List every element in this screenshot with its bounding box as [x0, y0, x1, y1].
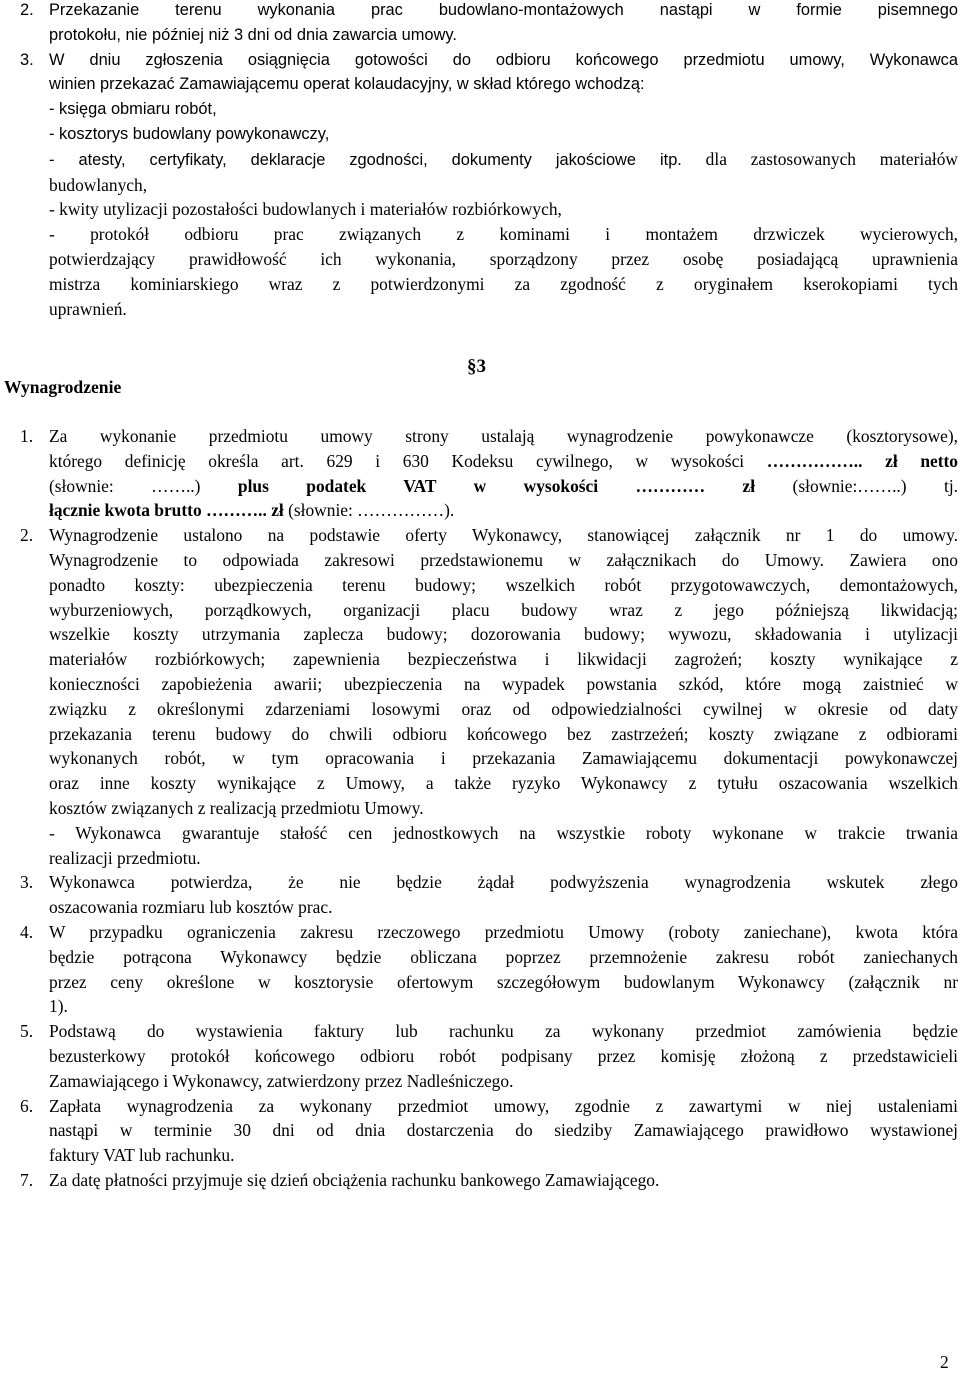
list-number: 5.	[20, 1021, 34, 1042]
list-item-text: budowlanych,	[49, 174, 148, 195]
list-number: 3.	[20, 872, 34, 893]
list-number: 1.	[20, 426, 34, 446]
list-item-3	[0, 870, 958, 920]
list-item-text: - kwity utylizacji pozostałości budowlanych i materiałów rozbiórkowych,	[49, 199, 562, 220]
list-item-text: faktury VAT lub rachunku.	[49, 1145, 235, 1166]
list-item-text: 1).	[49, 996, 68, 1017]
list-item-text: nastąpi w terminie 30 dni od dnia dostarczenia do siedziby Zamawiającego prawidłowo wystawionej	[49, 1120, 958, 1141]
list-item-text: wykonanych robót, w tym opracowania i przekazania Zamawiającemu dokumentacji powykonawczej	[49, 748, 958, 769]
list-item-6	[0, 1094, 958, 1168]
list-item-text: Za wykonanie przedmiotu umowy strony ustalają wynagrodzenie powykonawcze (kosztorysowe),	[49, 426, 958, 446]
list-item-text: Zamawiającego i Wykonawcy, zatwierdzony przez Nadleśniczego.	[49, 1070, 514, 1091]
list-item-text: przekazania terenu budowy do chwili odbioru końcowego bez zastrzeżeń; koszty związane z odbiorami	[49, 723, 958, 744]
list-item-text: Zapłata wynagrodzenia za wykonany przedmiot umowy, zgodnie z zawartymi w niej ustaleniami	[49, 1095, 958, 1116]
list-item-text: oraz inne koszty wynikające z Umowy, a także ryzyko Wykonawcy z tytułu oszacowania wszelkich	[49, 773, 958, 794]
section-title: Wynagrodzenie	[4, 377, 122, 397]
list-item-text-sans: - atesty, certyfikaty, deklaracje zgodności, dokumenty jakościowe itp.	[49, 150, 682, 169]
list-item-text	[49, 474, 958, 499]
list-item-text: bezusterkowy protokół końcowego odbioru robót podpisany przez komisję złożoną z przedstawicieli	[49, 1045, 958, 1066]
page-number: 2	[940, 1352, 949, 1372]
list-item-text: wszelkie koszty utrzymania zaplecza budowy; dozorowania budowy; wywozu, składowania i utylizacji	[49, 624, 958, 645]
list-item-4	[0, 920, 958, 1019]
list-item-text: mistrza kominiarskiego wraz z potwierdzonymi za zgodność z oryginałem kserokopiami tych	[49, 273, 958, 294]
paragraph-mark: §3	[467, 356, 486, 377]
list-item-text: oszacowania rozmiaru lub kosztów prac.	[49, 897, 333, 918]
list-item-text: kosztów związanych z realizacją przedmiotu Umowy.	[49, 797, 424, 818]
list-number: 6.	[20, 1095, 34, 1116]
list-item-text: wyburzeniowych, porządkowych, organizacji placu budowy wraz z jego późniejszą likwidacją;	[49, 599, 958, 620]
list-item-text: Wykonawca potwierdza, że nie będzie żądał podwyższenia wynagrodzenia wskutek złego	[49, 872, 958, 893]
list-number: 2.	[20, 525, 34, 546]
list-number: 2.	[20, 1, 34, 19]
list-item-text: W przypadku ograniczenia zakresu rzeczowego przedmiotu Umowy (roboty zaniechane), kwota która	[49, 921, 958, 942]
list-item-text: realizacji przedmiotu.	[49, 847, 201, 868]
amount-words-vat: (słownie:……..) tj.	[755, 475, 959, 496]
list-item-top-2	[0, 0, 958, 48]
list-item-text: materiałów rozbiórkowych; zapewnienia bezpieczeństwa i likwidacji zagrożeń; koszty wynikające z	[49, 649, 958, 670]
list-item-text: W dniu zgłoszenia osiągnięcia gotowości do odbioru końcowego przedmiotu umowy, Wykonawca	[49, 50, 958, 69]
amount-words: (słownie: ……..)	[49, 475, 238, 496]
list-item-text: - kosztorys budowlany powykonawczy,	[49, 124, 330, 143]
amount-vat: plus podatek VAT w wysokości ………… zł	[237, 475, 756, 496]
list-number: 3.	[20, 50, 34, 69]
list-item-text: protokołu, nie później niż 3 dni od dnia zawarcia umowy.	[49, 25, 457, 44]
list-item-text: Wynagrodzenie to odpowiada zakresowi przedstawionemu w załącznikach do Umowy. Zawiera ono	[49, 549, 958, 570]
section-main-list	[0, 424, 958, 1193]
amount-text: którego definicję określa art. 629 i 630 Kodeksu cywilnego, w wysokości	[49, 450, 767, 471]
list-item-5	[0, 1019, 958, 1093]
list-item-text: winien przekazać Zamawiającemu operat kolaudacyjny, w skład którego wchodzą:	[49, 75, 645, 94]
section-heading	[0, 355, 958, 415]
list-item-text: - księga obmiaru robót,	[49, 100, 217, 119]
list-item-text: - protokół odbioru prac związanych z kominami i montażem drzwiczek wycierowych,	[49, 224, 958, 245]
list-item-text-serif: dla zastosowanych materiałów	[705, 148, 958, 169]
list-item-text: Podstawą do wystawienia faktury lub rachunku za wykonany przedmiot zamówienia będzie	[49, 1021, 958, 1042]
list-item-text	[49, 498, 958, 523]
list-item-text: ponadto koszty: ubezpieczenia terenu budowy; wszelkich robót przygotowawczych, demontażowych,	[49, 574, 958, 595]
section-top-list	[0, 0, 958, 321]
list-item-text: związku z określonymi zdarzeniami losowymi oraz od odpowiedzialności cywilnej w okresie od daty	[49, 698, 958, 719]
list-number: 4.	[20, 921, 34, 942]
list-item-1	[0, 424, 958, 523]
list-item-text: - Wykonawca gwarantuje stałość cen jednostkowych na wszystkie roboty wykonane w trakcie trwania	[49, 822, 958, 843]
list-item-text: Za datę płatności przyjmuje się dzień obciążenia rachunku bankowego Zamawiającego.	[49, 1169, 660, 1190]
list-item-text: przez ceny określone w kosztorysie ofertowym szczegółowym budowlanym Wykonawcy (załącznik nr	[49, 971, 958, 992]
list-item-text	[49, 147, 958, 173]
list-item-text: potwierdzający prawidłowość ich wykonania, sporządzony przez osobę posiadającą uprawnienia	[49, 248, 958, 269]
list-item-top-3	[0, 48, 958, 322]
list-item-text: Wynagrodzenie ustalono na podstawie oferty Wykonawcy, stanowiącej załącznik nr 1 do umowy.	[49, 525, 958, 546]
list-item-text: Przekazanie terenu wykonania prac budowlano-montażowych nastąpi w formie pisemnego	[49, 1, 958, 19]
list-item-7	[0, 1168, 958, 1193]
amount-words-gross: (słownie: ……………).	[283, 500, 455, 521]
list-item-text: konieczności zapobieżenia awarii; ubezpieczenia na wypadek powstania szkód, które mogą zaistnieć w	[49, 673, 958, 694]
amount-net: …………….. zł netto	[766, 450, 958, 471]
list-number: 7.	[20, 1169, 34, 1190]
list-item-text: będzie potrącona Wykonawcy będzie obliczana poprzez przemnożenie zakresu robót zaniechanych	[49, 946, 958, 967]
list-item-text: uprawnień.	[49, 298, 127, 319]
amount-gross: łącznie kwota brutto ……….. zł	[49, 500, 284, 521]
list-item-text	[49, 449, 958, 474]
list-item-2	[0, 523, 958, 870]
